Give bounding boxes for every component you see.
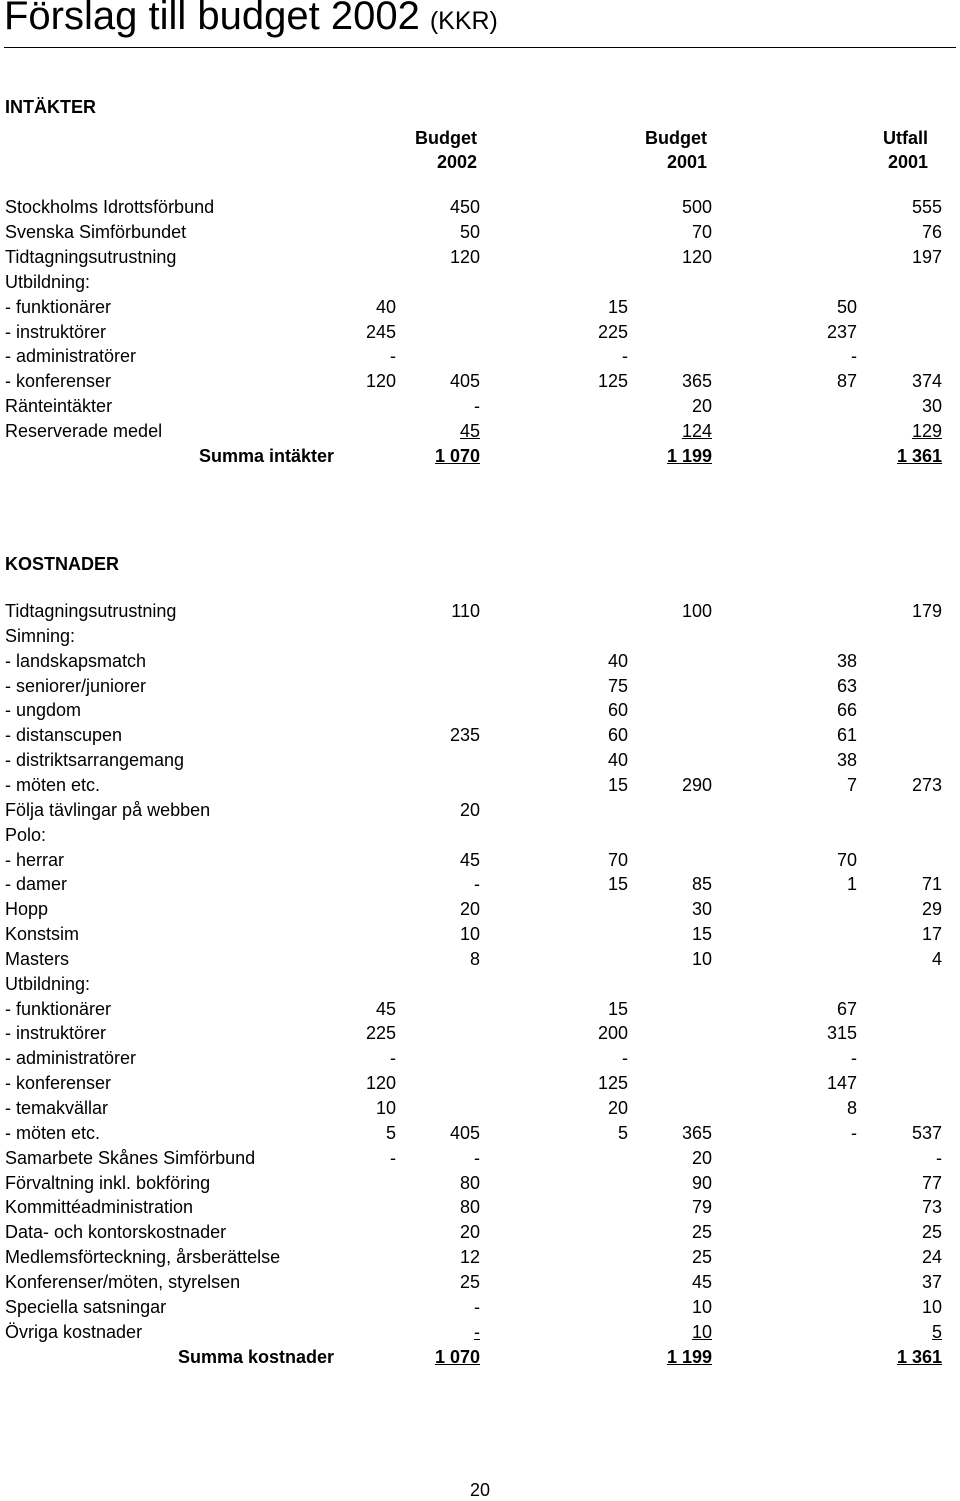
cell-c2: 10: [459, 924, 480, 945]
col-header-line: 2001: [887, 152, 928, 172]
table-row: [0, 1123, 960, 1148]
cell-c2: 405: [449, 371, 480, 392]
cell-c4: 85: [691, 874, 712, 895]
table-row: [0, 651, 960, 676]
cell-c1: -: [390, 346, 396, 367]
cell-c4: 124: [681, 421, 712, 442]
cell-c2: 8: [469, 948, 480, 969]
cell-c1: 10: [375, 1098, 396, 1118]
row-label: - administratörer: [5, 1048, 137, 1069]
table-row: [0, 1173, 960, 1198]
table-row: [0, 775, 960, 800]
cell-c2: 20: [459, 1222, 480, 1243]
col-header-utfall-2001: [808, 128, 928, 173]
cell-c2: 80: [459, 1172, 480, 1193]
row-label: - distanscupen: [5, 725, 123, 746]
cell-c2: 1 070: [434, 1346, 480, 1367]
row-label: - herrar: [5, 849, 65, 870]
cell-c6: 4: [931, 948, 942, 969]
table-row: [0, 700, 960, 725]
cell-c2: -: [474, 1321, 480, 1342]
cell-c6: 374: [911, 371, 942, 392]
row-label: - funktionärer: [5, 998, 112, 1019]
cell-c5: 66: [836, 700, 857, 721]
cell-c4: 100: [681, 601, 712, 621]
row-label: Konstsim: [5, 924, 80, 945]
row-label: Reserverade medel: [5, 421, 163, 442]
row-label: Tidtagningsutrustning: [5, 246, 177, 267]
cell-c6: 129: [911, 421, 942, 442]
cell-c6: 179: [911, 601, 942, 621]
cell-c3: 15: [607, 774, 628, 795]
cell-c4: 45: [691, 1271, 712, 1292]
cell-c6: 1 361: [896, 1346, 942, 1367]
cell-c5: -: [851, 1048, 857, 1069]
total-row: [0, 446, 960, 471]
cell-c1: 45: [375, 998, 396, 1019]
cell-c4: 365: [681, 371, 712, 392]
col-header-line: 2001: [666, 152, 707, 172]
table-row: [0, 1222, 960, 1247]
row-label: - seniorer/juniorer: [5, 675, 147, 696]
cell-c3: 20: [607, 1098, 628, 1118]
row-label: Följa tävlingar på webben: [5, 799, 211, 820]
cell-c6: 37: [921, 1271, 942, 1292]
cell-c4: 365: [681, 1122, 712, 1143]
cell-c1: -: [390, 1147, 396, 1168]
cell-c6: 10: [921, 1296, 942, 1317]
cell-c5: 147: [826, 1073, 857, 1094]
row-label: Kommittéadministration: [5, 1197, 194, 1218]
col-header-line: 2002: [436, 152, 477, 172]
table-row: [0, 949, 960, 974]
table-row: [0, 297, 960, 322]
row-label: Tidtagningsutrustning: [5, 601, 177, 621]
cell-c2: 20: [459, 799, 480, 820]
cell-c3: 40: [607, 650, 628, 671]
row-label: Övriga kostnader: [5, 1321, 143, 1342]
cell-c2: 1 070: [434, 446, 480, 466]
row-label: - instruktörer: [5, 321, 107, 342]
table-row: [0, 1023, 960, 1048]
cell-c5: -: [851, 1122, 857, 1143]
row-label: Ränteintäkter: [5, 396, 113, 417]
row-label: Simning:: [5, 625, 76, 646]
cell-c2: 20: [459, 899, 480, 920]
table-row: [0, 850, 960, 875]
row-label: Hopp: [5, 899, 49, 920]
cell-c2: -: [474, 1147, 480, 1168]
total-row: [0, 1347, 960, 1372]
table-row: [0, 601, 960, 626]
cell-c4: 1 199: [666, 446, 712, 466]
col-header-line: Utfall: [883, 128, 928, 148]
cell-c2: 235: [449, 725, 480, 746]
cell-c2: 110: [451, 601, 480, 621]
table-row: [0, 676, 960, 701]
title-unit: (KKR): [429, 7, 498, 35]
cell-c1: 5: [385, 1122, 396, 1143]
row-label: - möten etc.: [5, 774, 101, 795]
table-row: [0, 725, 960, 750]
table-row: [0, 222, 960, 247]
title-main: Förslag till budget 2002: [4, 0, 420, 38]
cell-c4: 15: [691, 924, 712, 945]
row-label: Polo:: [5, 824, 47, 845]
table-row: [0, 322, 960, 347]
cell-c4: 30: [691, 899, 712, 920]
row-label: Stockholms Idrottsförbund: [5, 197, 215, 217]
cell-c1: 120: [365, 1073, 396, 1094]
cell-c4: 290: [681, 774, 712, 795]
cell-c3: 70: [607, 849, 628, 870]
table-row: [0, 800, 960, 825]
cell-c6: 30: [921, 396, 942, 417]
row-label: - temakvällar: [5, 1098, 109, 1118]
cell-c4: 25: [691, 1247, 712, 1268]
cell-c4: 10: [691, 948, 712, 969]
table-row: [0, 1297, 960, 1322]
col-header-line: Budget: [415, 128, 477, 148]
cell-c3: 225: [597, 321, 628, 342]
row-label: - möten etc.: [5, 1122, 101, 1143]
row-label: Masters: [5, 948, 70, 969]
cell-c3: 200: [597, 1023, 628, 1044]
row-label: Data- och kontorskostnader: [5, 1222, 227, 1243]
cell-c4: 500: [681, 197, 712, 217]
row-label: - instruktörer: [5, 1023, 107, 1044]
table-row: [0, 750, 960, 775]
cell-c2: 50: [459, 221, 480, 242]
cell-c2: -: [474, 874, 480, 895]
cell-c6: 1 361: [896, 446, 942, 466]
row-label: - konferenser: [5, 371, 112, 392]
row-label: - funktionärer: [5, 296, 112, 317]
cell-c4: 120: [681, 246, 712, 267]
cell-c5: 8: [846, 1098, 857, 1118]
table-row: [0, 371, 960, 396]
cell-c5: 38: [836, 750, 857, 771]
cell-c6: 537: [911, 1122, 942, 1143]
table-row: [0, 396, 960, 421]
row-label: Speciella satsningar: [5, 1296, 167, 1317]
table-row: [0, 272, 960, 297]
table-row: [0, 1073, 960, 1098]
col-header-line: Budget: [645, 128, 707, 148]
table-row: [0, 346, 960, 371]
cell-c6: 17: [921, 924, 942, 945]
row-label: - ungdom: [5, 700, 82, 721]
cell-c5: 63: [836, 675, 857, 696]
cell-c5: 237: [826, 321, 857, 342]
cell-c6: -: [936, 1147, 942, 1168]
row-label: Utbildning:: [5, 271, 91, 292]
cell-c6: 29: [921, 899, 942, 920]
row-label: - landskapsmatch: [5, 650, 147, 671]
cell-c5: 70: [836, 849, 857, 870]
cell-c1: 245: [365, 321, 396, 342]
cell-c4: 90: [691, 1172, 712, 1193]
cell-c3: 15: [607, 874, 628, 895]
cell-c3: 15: [607, 998, 628, 1019]
cell-c5: 61: [836, 725, 857, 746]
row-label: Svenska Simförbundet: [5, 221, 187, 242]
title-rule: [4, 47, 956, 48]
cell-c2: 45: [459, 849, 480, 870]
page-number: 20: [469, 1480, 491, 1500]
total-label: Summa kostnader: [177, 1346, 334, 1367]
table-row: [0, 1322, 960, 1347]
row-label: Förvaltning inkl. bokföring: [5, 1172, 211, 1193]
table-row: [0, 247, 960, 272]
total-label: Summa intäkter: [198, 446, 334, 466]
cell-c2: 120: [449, 246, 480, 267]
cell-c4: 70: [691, 221, 712, 242]
cell-c5: 1: [846, 874, 857, 895]
cell-c2: 450: [449, 197, 480, 217]
cell-c6: 73: [921, 1197, 942, 1218]
costs-heading: KOSTNADER: [5, 554, 120, 574]
cell-c3: 60: [607, 725, 628, 746]
row-label: - distriktsarrangemang: [5, 750, 185, 771]
table-row: [0, 1197, 960, 1222]
cell-c5: 67: [836, 998, 857, 1019]
cell-c5: 38: [836, 650, 857, 671]
table-row: [0, 421, 960, 446]
row-label: Konferenser/möten, styrelsen: [5, 1271, 241, 1292]
cell-c3: 75: [607, 675, 628, 696]
cell-c3: 40: [607, 750, 628, 771]
table-row: [0, 825, 960, 850]
cell-c6: 25: [921, 1222, 942, 1243]
table-row: [0, 197, 960, 222]
cell-c1: 225: [365, 1023, 396, 1044]
income-heading: INTÄKTER: [5, 97, 96, 117]
cell-c2: -: [474, 396, 480, 417]
cell-c6: 555: [911, 197, 942, 217]
table-row: [0, 626, 960, 651]
cell-c2: 25: [459, 1271, 480, 1292]
table-row: [0, 974, 960, 999]
cell-c6: 77: [921, 1172, 942, 1193]
cell-c2: 45: [459, 421, 480, 442]
table-row: [0, 1098, 960, 1123]
cell-c3: 125: [597, 1073, 628, 1094]
row-label: - konferenser: [5, 1073, 112, 1094]
cell-c4: 1 199: [666, 1346, 712, 1367]
cell-c3: 60: [607, 700, 628, 721]
cell-c6: 197: [911, 246, 942, 267]
cell-c1: -: [390, 1048, 396, 1069]
cell-c3: 5: [617, 1122, 628, 1143]
cell-c4: 10: [691, 1296, 712, 1317]
cell-c5: 7: [846, 774, 857, 795]
cell-c1: 120: [365, 371, 396, 392]
col-header-budget-2001: [587, 128, 707, 173]
cell-c3: -: [622, 346, 628, 367]
cell-c5: 50: [836, 296, 857, 317]
cell-c6: 24: [921, 1247, 942, 1268]
cell-c4: 20: [691, 396, 712, 417]
cell-c4: 79: [691, 1197, 712, 1218]
row-label: Samarbete Skånes Simförbund: [5, 1147, 256, 1168]
col-header-budget-2002: [357, 128, 477, 173]
cell-c6: 71: [921, 874, 942, 895]
cell-c4: 20: [691, 1147, 712, 1168]
cell-c4: 25: [691, 1222, 712, 1243]
cell-c4: 10: [691, 1321, 712, 1342]
row-label: - damer: [5, 874, 68, 895]
cell-c5: 315: [826, 1023, 857, 1044]
cell-c6: 76: [921, 221, 942, 242]
cell-c2: 12: [459, 1247, 480, 1268]
cell-c2: 405: [449, 1122, 480, 1143]
table-row: [0, 1272, 960, 1297]
cell-c6: 5: [931, 1321, 942, 1342]
row-label: - administratörer: [5, 346, 137, 367]
cell-c6: 273: [911, 774, 942, 795]
cell-c1: 40: [375, 296, 396, 317]
page-title: [4, 0, 498, 39]
table-row: [0, 899, 960, 924]
table-row: [0, 999, 960, 1024]
cell-c3: -: [622, 1048, 628, 1069]
cell-c5: -: [851, 346, 857, 367]
cell-c2: -: [474, 1296, 480, 1317]
table-row: [0, 924, 960, 949]
table-row: [0, 1048, 960, 1073]
cell-c2: 80: [459, 1197, 480, 1218]
table-row: [0, 1247, 960, 1272]
cell-c5: 87: [836, 371, 857, 392]
cell-c3: 15: [607, 296, 628, 317]
row-label: Utbildning:: [5, 973, 91, 994]
cell-c3: 125: [597, 371, 628, 392]
table-row: [0, 1148, 960, 1173]
table-row: [0, 874, 960, 899]
row-label: Medlemsförteckning, årsberättelse: [5, 1247, 281, 1268]
